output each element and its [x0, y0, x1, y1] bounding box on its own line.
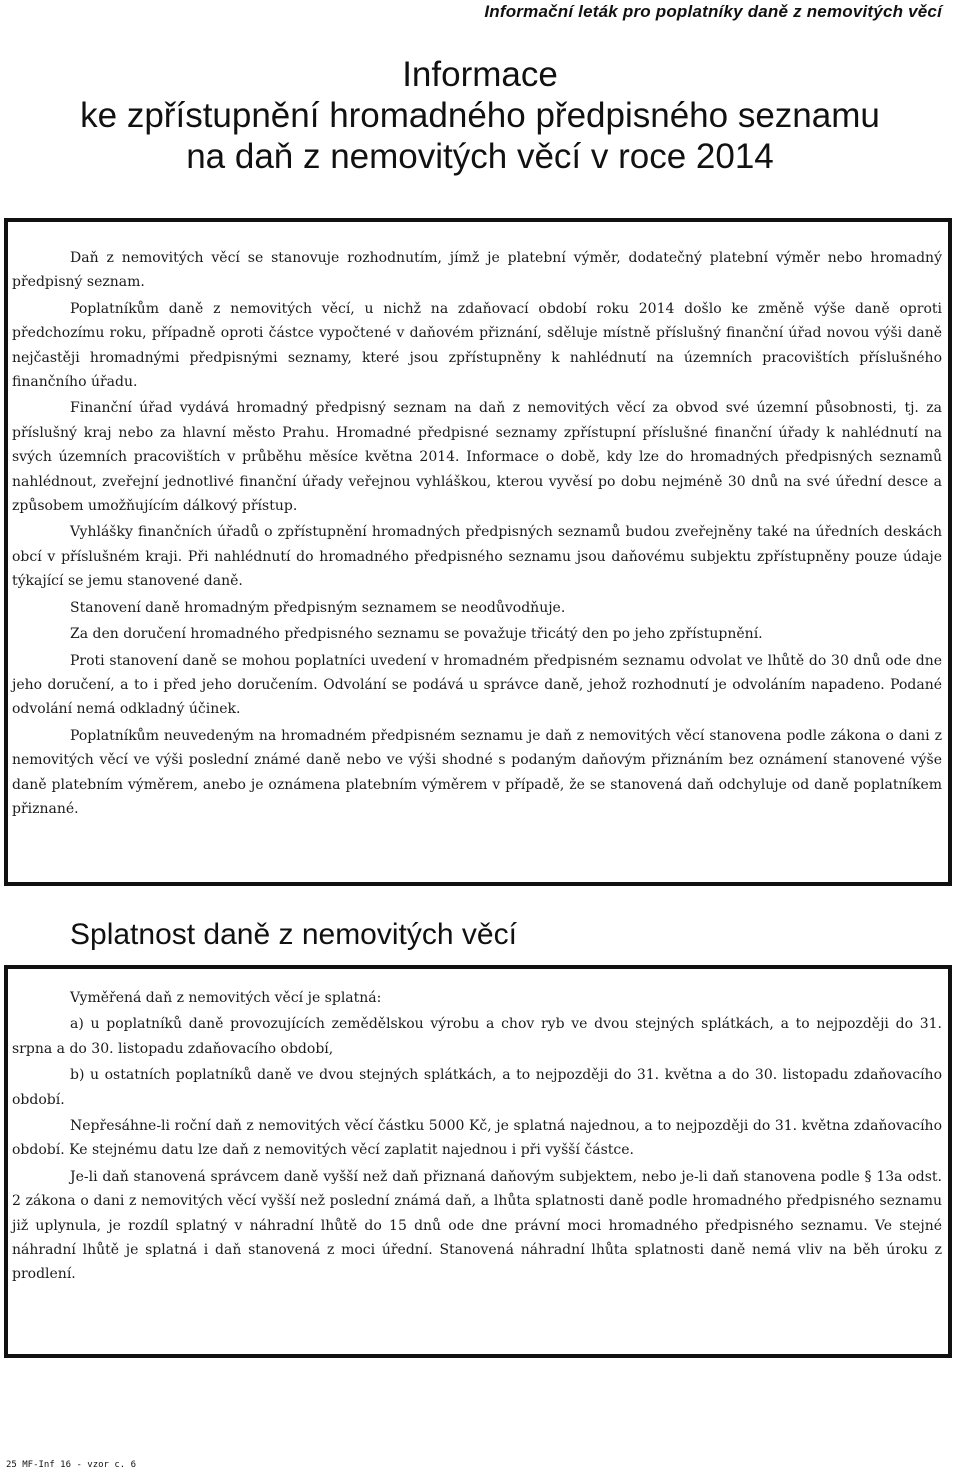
page-title [0, 54, 960, 177]
payment-paragraph: b) u ostatních poplatníků daně ve dvou stejných splátkách, a to nejpozději do 31. května a do 30. listopadu zdaňovacího období. [12, 1067, 942, 1108]
footer-code: 25 MF-Inf 16 - vzor c. 6 [6, 1460, 137, 1470]
payment-box-text [12, 986, 942, 1287]
info-paragraph: Proti stanovení daně se mohou poplatníci uvedení v hromadném předpisném seznamu odvolat ve lhůtě do 30 dnů ode dne jeho doručení, a to i před jeho doručením. Odvolání se podává u správce daně, jehož rozhodnutí je odvoláním napadeno. Podané odvolání nemá odkladný účinek. [12, 652, 942, 718]
leaflet-label: Informační leták pro poplatníky daně z nemovitých věcí [484, 2, 942, 21]
title-line-1: Informace [402, 55, 558, 94]
info-paragraph: Za den doručení hromadného předpisného seznamu se považuje třicátý den po jeho zpřístupnění. [70, 626, 763, 643]
title-line-3: na daň z nemovitých věcí v roce 2014 [186, 137, 774, 176]
info-paragraph: Poplatníkům daně z nemovitých věcí, u nichž na zdaňovací období roku 2014 došlo ke změně výše daně oproti předchozímu roku, případně oproti částce vypočtené v daňovém přiznání, sděluje místně příslušný finanční úřad novou výši daně nejčastěji hromadnými předpisnými seznamy, které jsou zpřístupněny k nahlédnutí na územních pracovištích příslušného finančního úřadu. [12, 300, 942, 391]
info-paragraph: Stanovení daně hromadným předpisným seznamem se neodůvodňuje. [70, 599, 566, 616]
info-box-text [12, 246, 942, 821]
payment-paragraph: Vyměřená daň z nemovitých věcí je splatná: [70, 990, 382, 1006]
info-paragraph: Vyhlášky finančních úřadů o zpřístupnění hromadných předpisných seznamů budou zveřejněny také na úředních deskách obcí v příslušném kraji. Při nahlédnutí do hromadného předpisného seznamu jsou daňovému subjektu zpřístupněny pouze údaje týkající se jemu stanovené daně. [12, 524, 942, 590]
section-heading: Splatnost daně z nemovitých věcí [70, 918, 517, 951]
payment-paragraph: a) u poplatníků daně provozujících zemědělskou výrobu a chov ryb ve dvou stejných splátkách, a to nejpozději do 31. srpna a do 30. listopadu zdaňovacího období, [12, 1016, 942, 1057]
info-paragraph: Daň z nemovitých věcí se stanovuje rozhodnutím, jímž je platební výměr, dodatečný platební výměr nebo hromadný předpisný seznam. [12, 250, 942, 291]
info-paragraph: Finanční úřad vydává hromadný předpisný seznam na daň z nemovitých věcí za obvod své územní působnosti, tj. za příslušný kraj nebo za hlavní město Prahu. Hromadné předpisné seznamy zpřístupní příslušné finanční úřady k nahlédnutí na svých územních pracovištích v průběhu měsíce května 2014. Informace o době, kdy lze do hromadných předpisných seznamů nahlédnout, zveřejní jednotlivé finanční úřady veřejnou vyhláškou, kterou vyvěsí po dobu nejméně 30 dnů na své úřední desce a způsobem umožňujícím dálkový přístup. [12, 400, 942, 515]
info-paragraph: Poplatníkům neuvedeným na hromadném předpisném seznamu je daň z nemovitých věcí stanovena podle zákona o dani z nemovitých věcí ve výši poslední známé daně nebo ve výši shodné s podaným daňovým přiznáním bez oznámení stanovené výše daně platebním výměrem, anebo je oznámena platebním výměrem v případě, že se stanovená daň odchyluje od daně poplatníkem přiznané. [12, 727, 942, 817]
title-line-2: ke zpřístupnění hromadného předpisného seznamu [80, 96, 880, 135]
payment-paragraph: Nepřesáhne-li roční daň z nemovitých věcí částku 5000 Kč, je splatná najednou, a to nejpozději do 31. května zdaňovacího období. Ke stejnému datu lze daň z nemovitých věcí zaplatit najednou i při vyšší částce. [12, 1118, 942, 1159]
payment-paragraph: Je-li daň stanovená správcem daně vyšší než daň přiznaná daňovým subjektem, nebo je-li daň stanovena podle § 13a odst. 2 zákona o dani z nemovitých věcí vyšší než poslední známá daň, a lhůta splatnosti daně podle hromadného předpisného seznamu již uplynula, je rozdíl splatný v náhradní lhůtě do 15 dnů ode dne právní moci hromadného předpisného seznamu. Ve stejné náhradní lhůtě je splatná i daň stanovená z moci úřední. Stanovená náhradní lhůta splatnosti daně nemá vliv na běh úroku z prodlení. [12, 1168, 942, 1283]
